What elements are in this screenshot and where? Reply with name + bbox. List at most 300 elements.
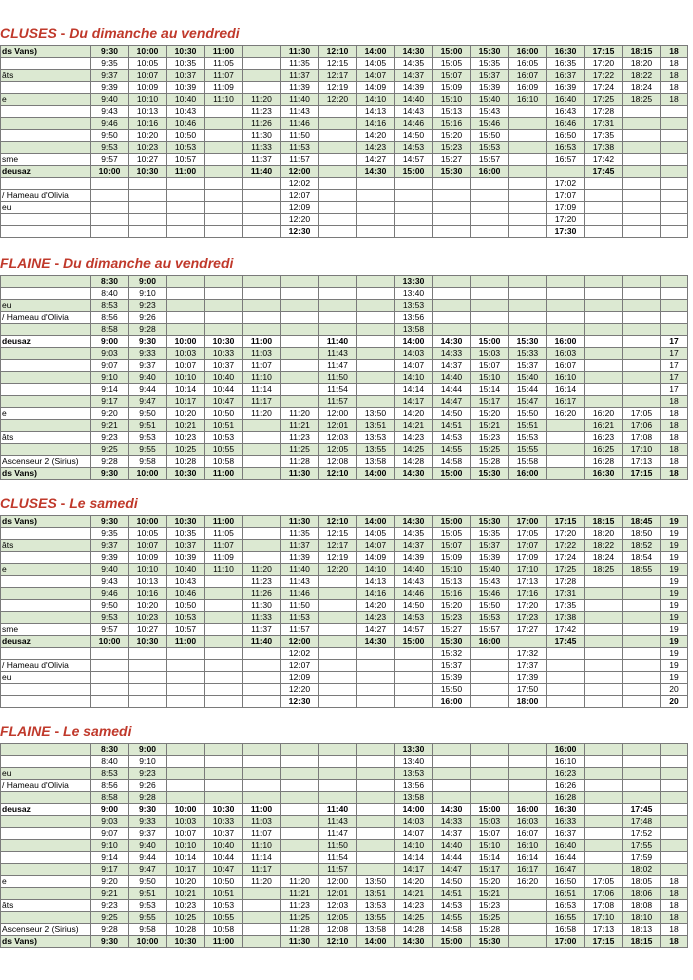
time-cell (319, 792, 357, 804)
time-cell (281, 852, 319, 864)
table-row (1, 154, 688, 166)
time-cell: 10:33 (205, 816, 243, 828)
time-cell (585, 852, 623, 864)
time-cell (243, 300, 281, 312)
time-cell: 14:14 (395, 852, 433, 864)
time-cell (433, 312, 471, 324)
time-cell (243, 528, 281, 540)
time-cell: 9:57 (91, 154, 129, 166)
time-cell: 20 (661, 684, 688, 696)
time-cell (585, 768, 623, 780)
time-cell: 9:33 (129, 348, 167, 360)
time-cell: 13:53 (395, 768, 433, 780)
time-cell: 11:54 (319, 852, 357, 864)
time-cell (243, 456, 281, 468)
time-cell: 18 (661, 924, 688, 936)
stop-name-cell (1, 324, 91, 336)
time-cell: 9:39 (91, 552, 129, 564)
time-cell: 9:00 (129, 276, 167, 288)
time-cell (661, 142, 688, 154)
time-cell: 15:50 (471, 130, 509, 142)
time-cell (585, 696, 623, 708)
time-cell (509, 288, 547, 300)
time-cell: 9:44 (129, 384, 167, 396)
time-cell: 11:57 (281, 154, 319, 166)
time-cell: 15:00 (395, 166, 433, 178)
time-cell (243, 420, 281, 432)
time-cell: 10:00 (129, 46, 167, 58)
time-cell (547, 312, 585, 324)
time-cell: 9:37 (129, 360, 167, 372)
time-cell (205, 576, 243, 588)
time-cell: 17:37 (509, 660, 547, 672)
time-cell: 11:14 (243, 384, 281, 396)
time-cell: 17:20 (509, 600, 547, 612)
time-cell: 15:44 (509, 384, 547, 396)
time-cell (167, 202, 205, 214)
time-cell: 13:40 (395, 756, 433, 768)
time-cell: 9:23 (129, 768, 167, 780)
time-cell: 17:59 (623, 852, 661, 864)
time-cell: 15:10 (433, 94, 471, 106)
time-cell: 17:13 (509, 576, 547, 588)
time-cell (471, 276, 509, 288)
time-cell: 15:21 (471, 420, 509, 432)
table-row (1, 444, 688, 456)
time-cell (243, 540, 281, 552)
stop-name-cell (1, 888, 91, 900)
time-cell (281, 804, 319, 816)
time-cell (623, 396, 661, 408)
time-cell: 11:00 (243, 336, 281, 348)
time-cell: 17:48 (623, 816, 661, 828)
table-row (1, 888, 688, 900)
time-cell: 15:25 (471, 912, 509, 924)
time-cell (471, 300, 509, 312)
time-cell: 17:38 (547, 612, 585, 624)
time-cell (357, 696, 395, 708)
table-row (1, 166, 688, 178)
time-cell (91, 202, 129, 214)
time-cell: 15:00 (395, 636, 433, 648)
time-cell (167, 672, 205, 684)
stop-name-cell (1, 348, 91, 360)
time-cell: 17:16 (509, 588, 547, 600)
time-cell (661, 780, 688, 792)
time-cell: 17:52 (623, 828, 661, 840)
table-row (1, 106, 688, 118)
stop-name-cell: / Hameau d'Olivia (1, 312, 91, 324)
stop-name-cell (1, 384, 91, 396)
time-cell (129, 684, 167, 696)
time-cell: 11:50 (319, 840, 357, 852)
timetable (0, 275, 688, 480)
time-cell (547, 660, 585, 672)
time-cell: 16:40 (547, 840, 585, 852)
time-cell (623, 166, 661, 178)
time-cell (243, 432, 281, 444)
time-cell: 10:00 (91, 166, 129, 178)
time-cell: 16:00 (509, 46, 547, 58)
time-cell: 10:07 (129, 540, 167, 552)
time-cell (509, 130, 547, 142)
stop-name-cell (1, 106, 91, 118)
time-cell: 12:00 (319, 876, 357, 888)
time-cell (319, 202, 357, 214)
time-cell (433, 276, 471, 288)
time-cell (167, 660, 205, 672)
time-cell: 10:58 (205, 456, 243, 468)
time-cell: 16:53 (547, 900, 585, 912)
time-cell (243, 276, 281, 288)
time-cell: 11:03 (243, 816, 281, 828)
time-cell: 9:30 (129, 804, 167, 816)
time-cell: 14:28 (395, 924, 433, 936)
time-cell (243, 178, 281, 190)
time-cell (205, 276, 243, 288)
time-cell: 9:53 (91, 142, 129, 154)
time-cell: 15:07 (433, 70, 471, 82)
time-cell (661, 852, 688, 864)
time-cell (585, 202, 623, 214)
time-cell: 10:30 (129, 636, 167, 648)
time-cell (547, 468, 585, 480)
table-row (1, 214, 688, 226)
time-cell (509, 214, 547, 226)
table-row (1, 300, 688, 312)
time-cell: 17:23 (509, 612, 547, 624)
time-cell: 14:09 (357, 82, 395, 94)
time-cell (509, 768, 547, 780)
time-cell (471, 780, 509, 792)
time-cell: 11:33 (243, 142, 281, 154)
time-cell: 10:20 (167, 876, 205, 888)
time-cell: 12:01 (319, 888, 357, 900)
time-cell: 10:40 (167, 564, 205, 576)
stop-name-cell (1, 288, 91, 300)
time-cell: 16:00 (547, 336, 585, 348)
time-cell: 19 (661, 564, 688, 576)
time-cell: 9:37 (91, 540, 129, 552)
section-title: CLUSES - Le samedi (0, 495, 138, 511)
time-cell (167, 276, 205, 288)
stop-name-cell: eu (1, 202, 91, 214)
table-row (1, 672, 688, 684)
time-cell: 9:17 (91, 396, 129, 408)
time-cell: 14:23 (357, 612, 395, 624)
time-cell: 10:00 (129, 468, 167, 480)
time-cell: 13:55 (357, 912, 395, 924)
time-cell: 14:43 (395, 576, 433, 588)
time-cell: 10:44 (205, 384, 243, 396)
time-cell (205, 744, 243, 756)
time-cell: 9:40 (129, 840, 167, 852)
time-cell (167, 324, 205, 336)
time-cell (319, 214, 357, 226)
time-cell (547, 276, 585, 288)
time-cell: 16:17 (509, 864, 547, 876)
time-cell (585, 214, 623, 226)
time-cell (205, 648, 243, 660)
time-cell: 10:07 (167, 360, 205, 372)
time-cell: 15:30 (433, 636, 471, 648)
time-cell: 14:37 (395, 540, 433, 552)
stop-name-cell (1, 756, 91, 768)
time-cell: 17:07 (509, 540, 547, 552)
time-cell (357, 804, 395, 816)
time-cell (205, 636, 243, 648)
time-cell: 16:20 (509, 876, 547, 888)
time-cell: 14:58 (433, 456, 471, 468)
time-cell (243, 672, 281, 684)
time-cell (281, 828, 319, 840)
time-cell: 11:14 (243, 852, 281, 864)
time-cell (205, 756, 243, 768)
time-cell (205, 684, 243, 696)
time-cell: 18:06 (623, 888, 661, 900)
time-cell: 10:37 (167, 70, 205, 82)
time-cell: 9:14 (91, 384, 129, 396)
stop-name-cell (1, 852, 91, 864)
time-cell: 18:45 (623, 516, 661, 528)
time-cell: 15:40 (509, 372, 547, 384)
time-cell (357, 852, 395, 864)
time-cell: 10:43 (167, 106, 205, 118)
time-cell (319, 684, 357, 696)
time-cell: 11:05 (205, 528, 243, 540)
time-cell (661, 214, 688, 226)
time-cell: 11:26 (243, 588, 281, 600)
time-cell: 9:03 (91, 816, 129, 828)
time-cell (623, 300, 661, 312)
time-cell: 16:10 (547, 372, 585, 384)
time-cell (585, 178, 623, 190)
time-cell: 11:25 (281, 444, 319, 456)
time-cell: 13:56 (395, 312, 433, 324)
stop-name-cell: / Hameau d'Olivia (1, 780, 91, 792)
table-row (1, 816, 688, 828)
time-cell: 11:26 (243, 118, 281, 130)
time-cell (623, 588, 661, 600)
time-cell: 11:10 (205, 564, 243, 576)
time-cell: 14:40 (395, 94, 433, 106)
time-cell: 16:10 (509, 840, 547, 852)
time-cell (319, 624, 357, 636)
time-cell: 12:09 (281, 672, 319, 684)
time-cell (585, 624, 623, 636)
time-cell: 15:53 (471, 612, 509, 624)
time-cell: 11:43 (281, 106, 319, 118)
time-cell: 14:17 (395, 396, 433, 408)
time-cell: 14:35 (395, 58, 433, 70)
time-cell: 19 (661, 672, 688, 684)
stop-name-cell (1, 648, 91, 660)
time-cell: 10:14 (167, 384, 205, 396)
stop-name-cell (1, 576, 91, 588)
time-cell: 14:10 (395, 840, 433, 852)
time-cell: 11:10 (243, 840, 281, 852)
time-cell: 10:47 (205, 864, 243, 876)
time-cell (585, 840, 623, 852)
time-cell (205, 202, 243, 214)
stop-name-cell: Ascenseur 2 (Sirius) (1, 924, 91, 936)
time-cell (623, 202, 661, 214)
time-cell: 10:23 (167, 432, 205, 444)
time-cell (91, 178, 129, 190)
time-cell: 14:07 (357, 70, 395, 82)
time-cell (585, 828, 623, 840)
time-cell (585, 792, 623, 804)
time-cell: 10:30 (167, 516, 205, 528)
time-cell: 10:23 (129, 612, 167, 624)
time-cell: 14:30 (433, 336, 471, 348)
time-cell (623, 288, 661, 300)
time-cell: 15:20 (471, 408, 509, 420)
time-cell (585, 648, 623, 660)
stop-name-cell: ds Vans) (1, 468, 91, 480)
time-cell: 13:30 (395, 276, 433, 288)
time-cell (205, 612, 243, 624)
time-cell: 15:23 (433, 142, 471, 154)
time-cell (91, 226, 129, 238)
time-cell: 18:10 (623, 912, 661, 924)
time-cell (509, 118, 547, 130)
time-cell: 8:58 (91, 324, 129, 336)
time-cell: 14:03 (395, 348, 433, 360)
time-cell: 10:10 (129, 94, 167, 106)
table-row (1, 648, 688, 660)
time-cell (547, 696, 585, 708)
time-cell: 10:30 (205, 336, 243, 348)
time-cell: 16:28 (585, 456, 623, 468)
time-cell (509, 154, 547, 166)
time-cell: 16:00 (509, 468, 547, 480)
time-cell: 18 (661, 94, 688, 106)
time-cell (661, 166, 688, 178)
time-cell: 18 (661, 46, 688, 58)
time-cell: 10:57 (167, 624, 205, 636)
time-cell: 12:08 (319, 456, 357, 468)
time-cell: 15:46 (471, 118, 509, 130)
time-cell: 15:09 (433, 82, 471, 94)
time-cell: 16:53 (547, 142, 585, 154)
time-cell: 16:39 (547, 82, 585, 94)
time-cell: 8:30 (91, 744, 129, 756)
time-cell: 9:51 (129, 420, 167, 432)
time-cell (585, 588, 623, 600)
time-cell: 15:39 (471, 552, 509, 564)
time-cell (623, 576, 661, 588)
time-cell: 16:09 (509, 82, 547, 94)
time-cell: 10:27 (129, 624, 167, 636)
time-cell: 14:21 (395, 420, 433, 432)
time-cell (167, 684, 205, 696)
time-cell: 14:37 (433, 828, 471, 840)
time-cell (357, 756, 395, 768)
time-cell (281, 768, 319, 780)
time-cell: 17:30 (547, 226, 585, 238)
time-cell (357, 214, 395, 226)
time-cell: 9:20 (91, 876, 129, 888)
time-cell (319, 154, 357, 166)
time-cell (623, 190, 661, 202)
time-cell (243, 190, 281, 202)
time-cell: 15:50 (509, 408, 547, 420)
table-row (1, 324, 688, 336)
time-cell (357, 348, 395, 360)
time-cell: 17:45 (547, 636, 585, 648)
time-cell (319, 600, 357, 612)
time-cell: 18:52 (623, 540, 661, 552)
time-cell: 10:07 (129, 70, 167, 82)
time-cell (243, 468, 281, 480)
time-cell: 11:33 (243, 612, 281, 624)
table-row (1, 540, 688, 552)
time-cell: 16:23 (585, 432, 623, 444)
time-cell: 18 (661, 408, 688, 420)
time-cell (91, 190, 129, 202)
time-cell (91, 214, 129, 226)
stop-name-cell (1, 214, 91, 226)
section-title: FLAINE - Du dimanche au vendredi (0, 255, 234, 271)
table-row (1, 576, 688, 588)
time-cell: 12:03 (319, 900, 357, 912)
time-cell (623, 384, 661, 396)
time-cell (623, 336, 661, 348)
time-cell: 15:00 (433, 46, 471, 58)
time-cell: 12:20 (281, 684, 319, 696)
time-cell (433, 756, 471, 768)
time-cell: 16:00 (433, 696, 471, 708)
time-cell: 11:37 (281, 540, 319, 552)
time-cell: 12:05 (319, 912, 357, 924)
time-cell (585, 384, 623, 396)
time-cell: 14:43 (395, 106, 433, 118)
table-row (1, 94, 688, 106)
time-cell (205, 600, 243, 612)
time-cell: 14:14 (395, 384, 433, 396)
time-cell (281, 300, 319, 312)
time-cell: 13:53 (357, 900, 395, 912)
time-cell (357, 190, 395, 202)
table-row (1, 936, 688, 948)
time-cell: 10:39 (167, 82, 205, 94)
time-cell: 10:44 (205, 852, 243, 864)
time-cell: 11:00 (167, 166, 205, 178)
time-cell: 10:37 (205, 828, 243, 840)
time-cell (243, 648, 281, 660)
stop-name-cell (1, 528, 91, 540)
time-cell: 14:07 (357, 540, 395, 552)
table-row (1, 226, 688, 238)
time-cell: 15:00 (433, 516, 471, 528)
time-cell: 11:43 (319, 816, 357, 828)
time-cell: 8:58 (91, 792, 129, 804)
stop-name-cell (1, 444, 91, 456)
time-cell: 16:25 (585, 444, 623, 456)
time-cell: 12:00 (281, 636, 319, 648)
time-cell (623, 214, 661, 226)
time-cell (433, 324, 471, 336)
time-cell: 13:50 (357, 876, 395, 888)
time-cell: 16:07 (509, 828, 547, 840)
time-cell (281, 276, 319, 288)
time-cell: 11:23 (243, 576, 281, 588)
time-cell: 15:28 (471, 456, 509, 468)
time-cell (205, 154, 243, 166)
time-cell (471, 684, 509, 696)
time-cell: 17:00 (509, 516, 547, 528)
